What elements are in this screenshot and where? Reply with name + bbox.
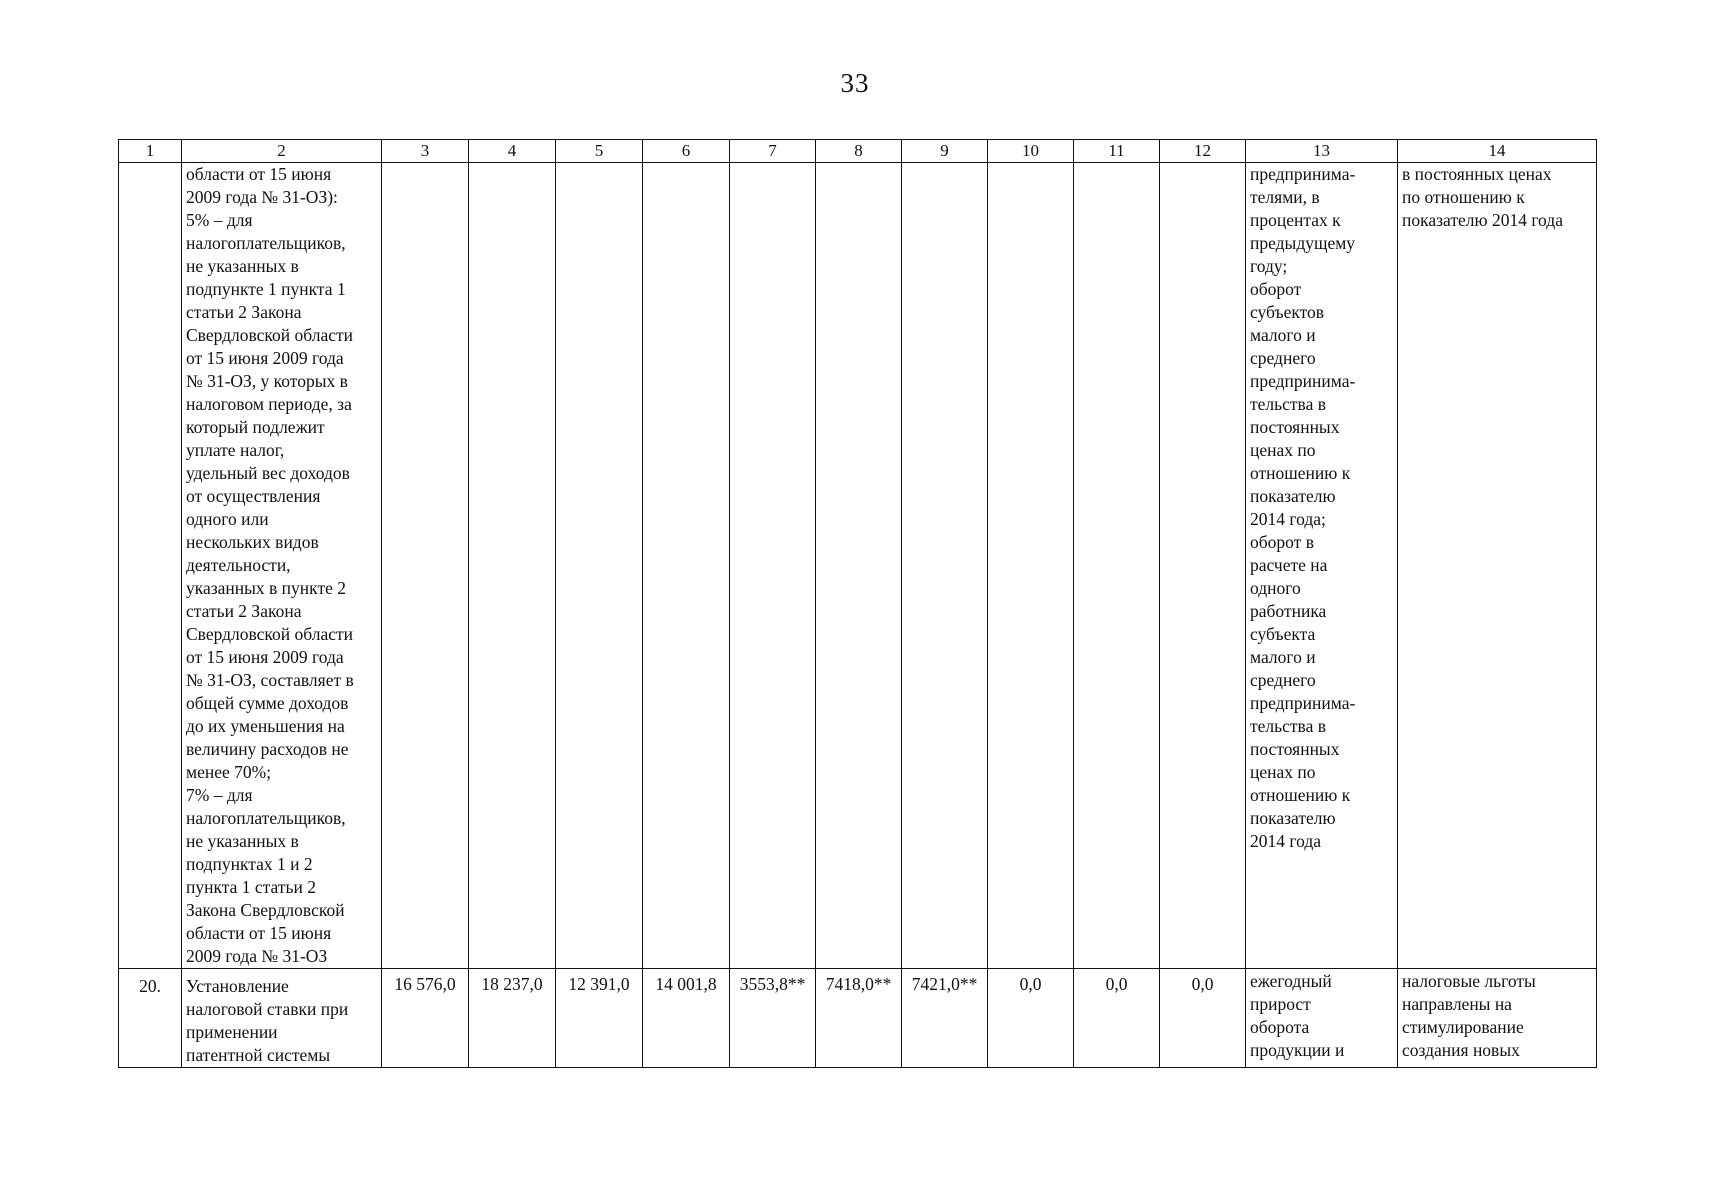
cell-value: 16 576,0 [382, 969, 469, 1068]
cell-value: 0,0 [1160, 969, 1246, 1068]
cell-value: 12 391,0 [556, 969, 643, 1068]
cell-value: 0,0 [1074, 969, 1160, 1068]
cell-empty [643, 163, 730, 969]
header-cell: 3 [382, 140, 469, 163]
cell-notes: в постоянных ценах по отношению к показателю 2014 года [1398, 163, 1597, 969]
table-row-20 [119, 969, 1597, 1068]
cell-value: 14 001,8 [643, 969, 730, 1068]
cell-empty [902, 163, 988, 969]
cell-value: 18 237,0 [469, 969, 556, 1068]
table-row-continued [119, 163, 1597, 969]
header-cell: 9 [902, 140, 988, 163]
header-cell: 6 [643, 140, 730, 163]
cell-notes: налоговые льготы направлены на стимулирование создания новых [1398, 969, 1597, 1068]
cell-empty [556, 163, 643, 969]
cell-number [119, 163, 182, 969]
header-cell: 4 [469, 140, 556, 163]
cell-description: области от 15 июня 2009 года № 31-ОЗ): 5% – для налогоплательщиков, не указанных в подпункте 1 пункта 1 статьи 2 Закона Свердловской области от 15 июня 2009 года № 31-ОЗ, у которых в налоговом периоде, за который подлежит уплате налог, удельный вес доходов от осуществления одного или нескольких видов деятельности, указанных в пункте 2 статьи 2 Закона Свердловской области от 15 июня 2009 года № 31-ОЗ, составляет в общей сумме доходов до их уменьшения на величину расходов не менее 70%; 7% – для налогоплательщиков, не указанных в подпунктах 1 и 2 пункта 1 статьи 2 Закона Свердловской области от 15 июня 2009 года № 31-ОЗ [182, 163, 382, 969]
page-number: 33 [840, 68, 870, 98]
cell-number: 20. [119, 969, 182, 1068]
cell-empty [1160, 163, 1246, 969]
header-cell: 5 [556, 140, 643, 163]
cell-value: 7418,0** [816, 969, 902, 1068]
header-cell: 10 [988, 140, 1074, 163]
header-cell: 7 [730, 140, 816, 163]
header-cell: 13 [1246, 140, 1398, 163]
cell-empty [816, 163, 902, 969]
cell-empty [1074, 163, 1160, 969]
tax-benefits-table [118, 139, 1597, 1068]
header-cell: 2 [182, 140, 382, 163]
cell-description: Установление налоговой ставки при применении патентной системы [182, 969, 382, 1068]
cell-value: 3553,8** [730, 969, 816, 1068]
cell-empty [469, 163, 556, 969]
header-cell: 14 [1398, 140, 1597, 163]
header-cell: 8 [816, 140, 902, 163]
cell-value: 0,0 [988, 969, 1074, 1068]
header-cell: 12 [1160, 140, 1246, 163]
cell-empty [382, 163, 469, 969]
cell-indicators: предпринима- телями, в процентах к предыдущему году; оборот субъектов малого и среднего предпринима- тельства в постоянных ценах по отношению к показателю 2014 года; оборот в расчете на одного работника субъекта малого и среднего предпринима- тельства в постоянных ценах по отношению к показателю 2014 года [1246, 163, 1398, 969]
cell-value: 7421,0** [902, 969, 988, 1068]
header-cell: 1 [119, 140, 182, 163]
header-row [119, 140, 1597, 163]
header-cell: 11 [1074, 140, 1160, 163]
cell-indicators: ежегодный прирост оборота продукции и [1246, 969, 1398, 1068]
cell-empty [988, 163, 1074, 969]
cell-empty [730, 163, 816, 969]
